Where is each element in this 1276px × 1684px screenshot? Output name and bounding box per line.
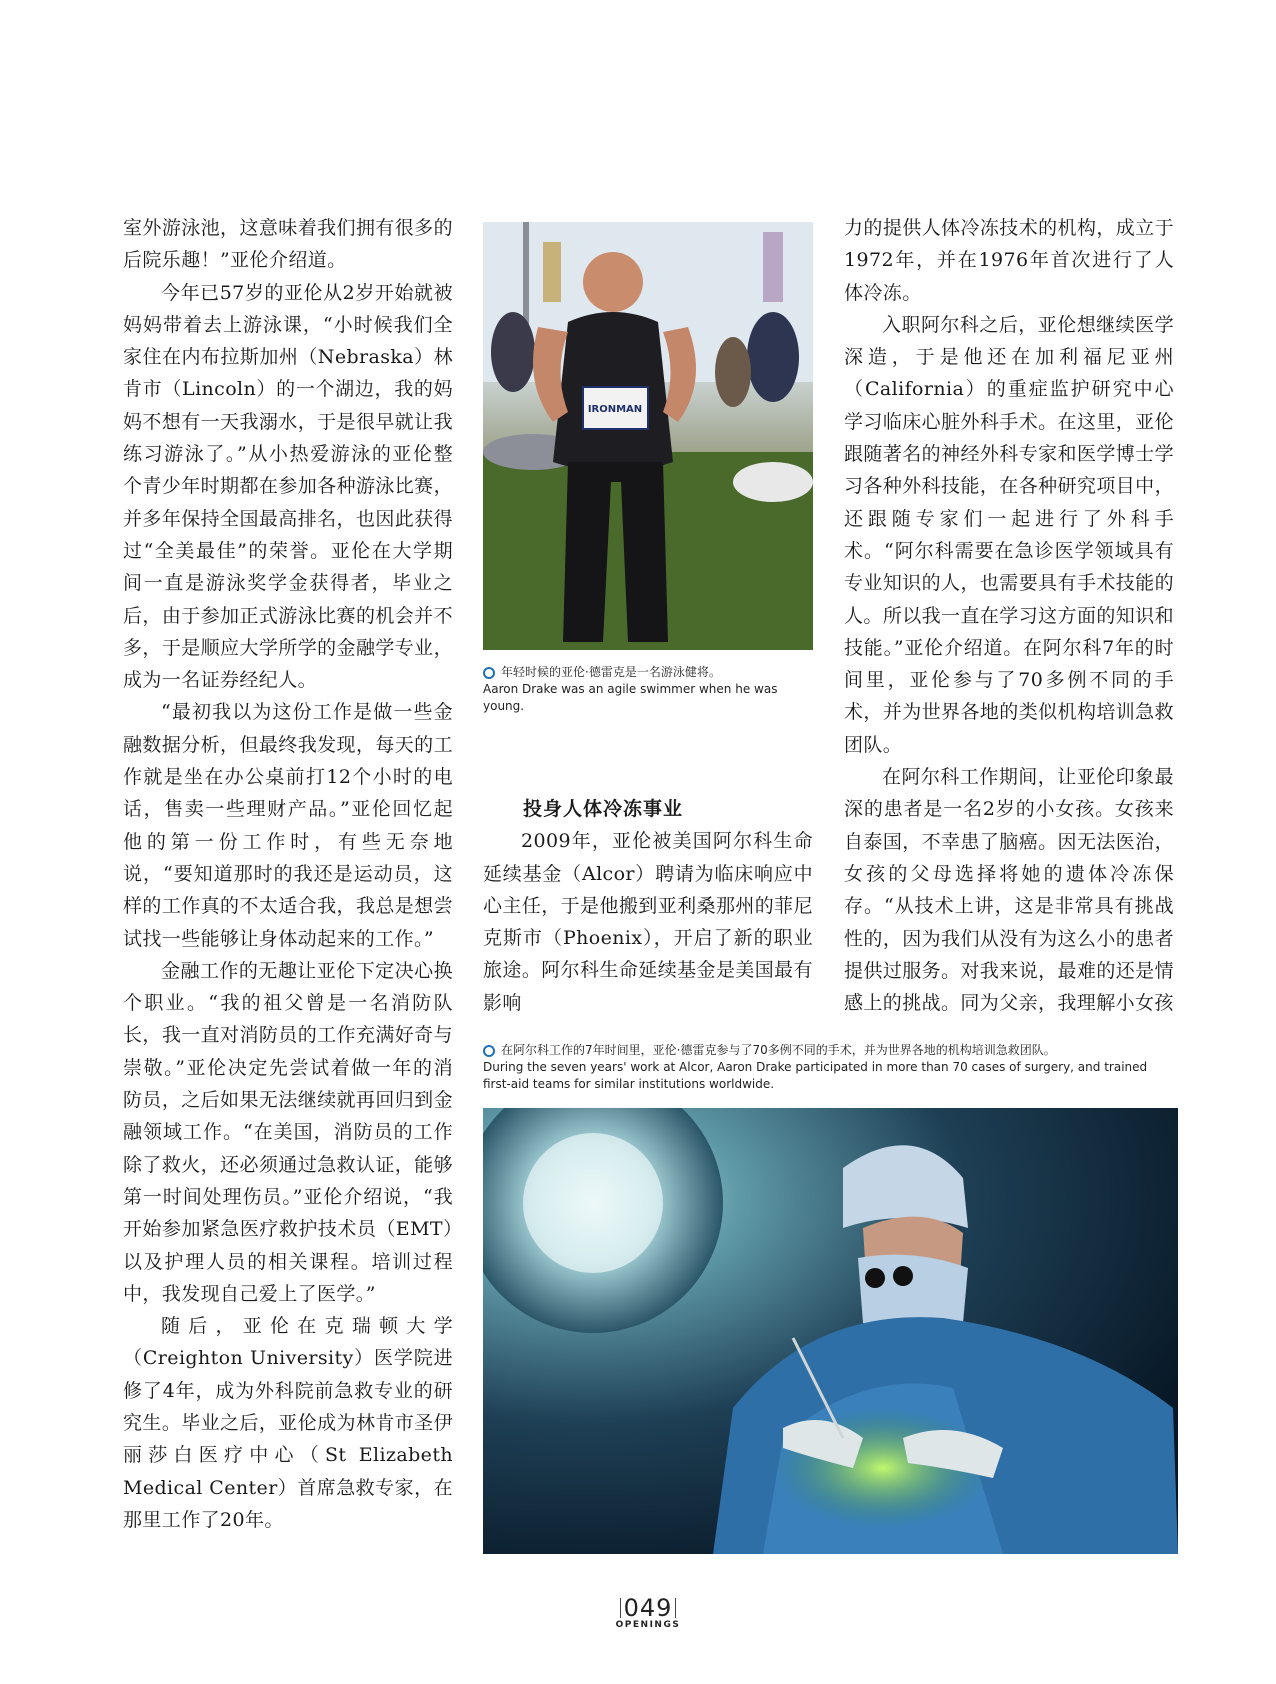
caption-cn: 在阿尔科工作的7年时间里，亚伦·德雷克参与了70多例不同的手术，并为世界各地的机构培训急救团队。 [483,1042,1178,1059]
article-column-3 [844,212,1174,1019]
page-number: 049 [560,1594,736,1622]
paragraph: 力的提供人体冷冻技术的机构，成立于1972年，并在1976年首次进行了人体冷冻。 [844,217,1174,304]
photo-caption-2 [483,1042,1178,1093]
caption-marker-icon [483,1045,495,1057]
page-folio [560,1594,736,1630]
caption-en: During the seven years' work at Alcor, Aaron Drake participated in more than 70 cases of surgery, and trained first-aid teams for similar institutions worldwide. [483,1060,1148,1091]
paragraph: 室外游泳池，这意味着我们拥有很多的后院乐趣！”亚伦介绍道。 [123,217,453,272]
caption-en: Aaron Drake was an agile swimmer when he was young. [483,682,778,713]
photo-young-swimmer [483,222,813,650]
paragraph: 今年已57岁的亚伦从2岁开始就被妈妈带着去上游泳课，“小时候我们全家住在内布拉斯加州（Nebraska）林肯市（Lincoln）的一个湖边，我的妈妈不想有一天我溺水，于是很早就让我练习游泳了。”从小热爱游泳的亚伦整个青少年时期都在参加各种游泳比赛，并多年保持全国最高排名，也因此获得过“全美最佳”的荣誉。亚伦在大学期间一直是游泳奖学金获得者，毕业之后，由于参加正式游泳比赛的机会并不多，于是顺应大学所学的金融学专业，成为一名证券经纪人。 [123,281,453,692]
paragraph: 在阿尔科工作期间，让亚伦印象最深的患者是一名2岁的小女孩。女孩来自泰国，不幸患了脑癌。因无法医治，女孩的父母选择将她的遗体冷冻保存。“从技术上讲，这是非常具有挑战性的，因为我们从没有为这么小的患者提供过服务。对我来说，最难的还是情感上的挑战。同为父亲，我理解小女孩 [844,766,1174,1015]
section-name: OPENINGS [615,1620,681,1630]
ironman-badge-text: IRONMAN [587,404,643,415]
photo-caption-1 [483,664,818,715]
caption-cn: 年轻时候的亚伦·德雷克是一名游泳健将。 [483,664,818,681]
paragraph: 随后，亚伦在克瑞顿大学（Creighton University）医学院进修了4年，成为外科院前急救专业的研究生。毕业之后，亚伦成为林肯市圣伊丽莎白医疗中心（St Elizabeth Medical Center）首席急救专家，在那里工作了20年。 [123,1315,453,1531]
paragraph: “最初我以为这份工作是做一些金融数据分析，但最终我发现，每天的工作就是坐在办公桌前打12个小时的电话，售卖一些理财产品。”亚伦回忆起他的第一份工作时，有些无奈地说，“要知道那时的我还是运动员，这样的工作真的不太适合我，我总是想尝试找一些能够让身体动起来的工作。” [123,701,453,950]
section-heading: 投身人体冷冻事业 [523,798,684,820]
article-column-2 [483,793,813,1019]
folio-bar-left [620,1598,621,1618]
photo-surgeon [483,1108,1178,1554]
caption-marker-icon [483,667,495,679]
article-column-1 [123,212,453,1536]
paragraph: 金融工作的无趣让亚伦下定决心换个职业。“我的祖父曾是一名消防队长，我一直对消防员的工作充满好奇与崇敬。”亚伦决定先尝试着做一年的消防员，之后如果无法继续就再回归到金融领域工作。“在美国，消防员的工作除了救火，还必须通过急救认证，能够第一时间处理伤员。”亚伦介绍说，“我开始参加紧急医疗救护技术员（EMT）以及护理人员的相关课程。培训过程中，我发现自己爱上了医学。” [123,959,453,1305]
paragraph: 2009年，亚伦被美国阿尔科生命延续基金（Alcor）聘请为临床响应中心主任，于是他搬到亚利桑那州的菲尼克斯市（Phoenix），开启了新的职业旅途。阿尔科生命延续基金是美国最有影响 [483,830,813,1014]
paragraph: 入职阿尔科之后，亚伦想继续医学深造，于是他还在加利福尼亚州（California）的重症监护研究中心学习临床心脏外科手术。在这里，亚伦跟随著名的神经外科专家和医学博士学习各种外科技能，在各种研究项目中，还跟随专家们一起进行了外科手术。“阿尔科需要在急诊医学领域具有专业知识的人，也需要具有手术技能的人。所以我一直在学习这方面的知识和技能。”亚伦介绍道。在阿尔科7年的时间里，亚伦参与了70多例不同的手术，并为世界各地的类似机构培训急救团队。 [844,313,1174,756]
folio-bar-right [675,1598,676,1618]
